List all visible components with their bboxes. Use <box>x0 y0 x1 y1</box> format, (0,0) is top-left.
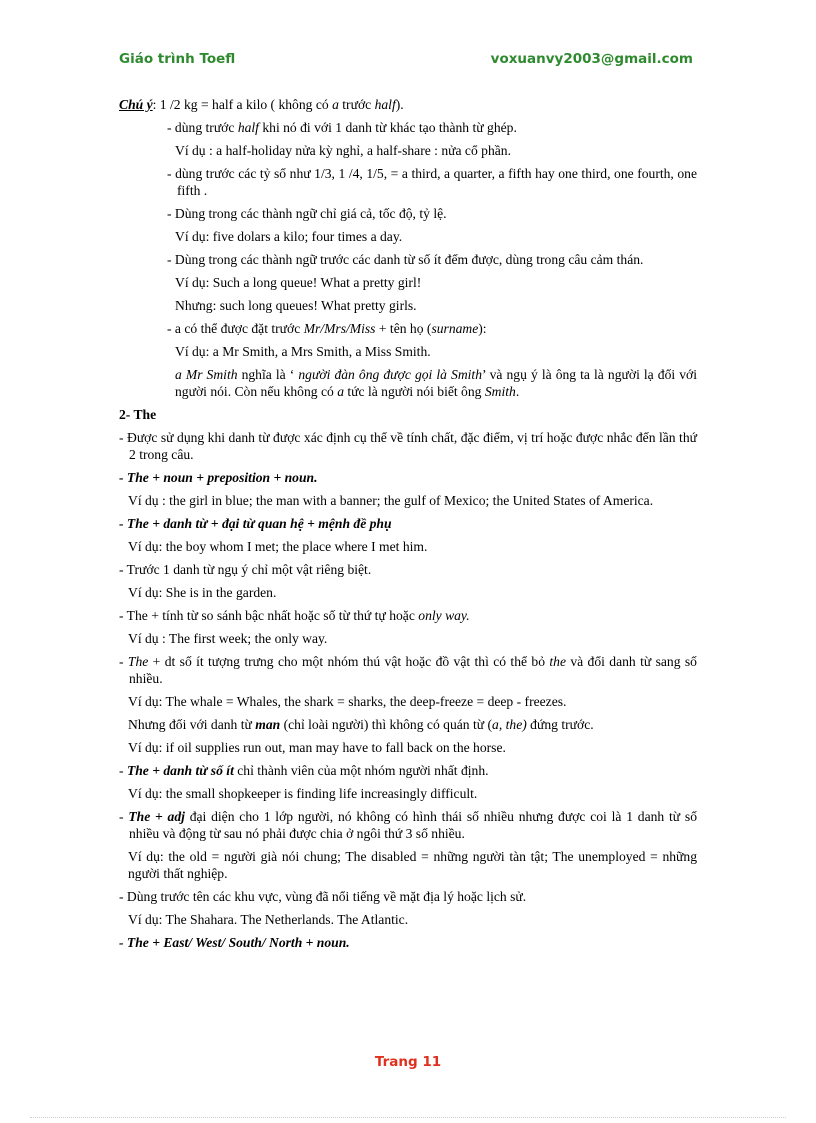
page-header <box>119 51 693 71</box>
rule-line: - The + noun + preposition + noun. <box>119 470 318 485</box>
example-line: Ví dụ: a Mr Smith, a Mrs Smith, a Miss Smith. <box>175 344 431 359</box>
example-line: Ví dụ: the small shopkeeper is finding life increasingly difficult. <box>128 786 478 801</box>
bullet-line: - Trước 1 danh từ ngụ ý chỉ một vật riêng biệt. <box>119 562 372 577</box>
example-line: Ví dụ: Such a long queue! What a pretty girl! <box>175 275 422 290</box>
rule-line: - The + East/ West/ South/ North + noun. <box>119 935 350 950</box>
bullet-line: - a có thể được đặt trước Mr/Mrs/Miss + tên họ (surname): <box>167 321 487 336</box>
example-line: Ví dụ: five dolars a kilo; four times a day. <box>175 229 403 244</box>
bottom-divider <box>30 1117 786 1118</box>
bullet-line: - Dùng trong các thành ngữ trước các danh từ số ít đếm được, dùng trong câu cảm thán. <box>167 252 644 267</box>
example-line: Nhưng: such long queues! What pretty girls. <box>175 298 417 313</box>
bullet-line: - The + danh từ số ít chỉ thành viên của một nhóm người nhất định. <box>119 763 489 778</box>
bullet-line: - Được sử dụng khi danh từ được xác định cụ thể về tính chất, đặc điểm, vị trí hoặc được nhắc đến lần thứ 2 trong câu. <box>119 430 697 462</box>
example-line: Ví dụ : the girl in blue; the man with a banner; the gulf of Mexico; the United States of America. <box>128 493 654 508</box>
example-line: Ví dụ : The first week; the only way. <box>128 631 328 646</box>
section-heading: 2- The <box>119 407 157 422</box>
bullet-line: - dùng trước half khi nó đi với 1 danh từ khác tạo thành từ ghép. <box>167 120 517 135</box>
bullet-line: - The + tính từ so sánh bậc nhất hoặc số từ thứ tự hoặc only way. <box>119 608 470 623</box>
example-line: Ví dụ: the boy whom I met; the place where I met him. <box>128 539 428 554</box>
page-number: Trang 11 <box>374 1054 442 1070</box>
example-line: Ví dụ: if oil supplies run out, man may have to fall back on the horse. <box>128 740 506 755</box>
bullet-line: - dùng trước các tỷ số như 1/3, 1 /4, 1/5, = a third, a quarter, a fifth hay one third, one fourth, one fifth . <box>167 166 697 198</box>
bullet-line: - The + dt số ít tượng trưng cho một nhóm thú vật hoặc đồ vật thì có thể bỏ the và đổi danh từ sang số nhiều. <box>119 654 697 686</box>
example-line: Ví dụ: The whale = Whales, the shark = sharks, the deep-freeze = deep - freezes. <box>128 694 567 709</box>
example-line: Ví dụ: She is in the garden. <box>128 585 277 600</box>
header-email: voxuanvy2003@gmail.com <box>490 51 693 67</box>
example-line: Ví dụ: the old = người già nói chung; The disabled = những người tàn tật; The unemployed = những người thất nghiệp. <box>128 849 697 881</box>
header-title: Giáo trình Toefl <box>119 51 236 67</box>
page-body <box>119 96 697 951</box>
note-line: Chú ý: 1 /2 kg = half a kilo ( không có a trước half). <box>119 97 404 112</box>
example-line: Nhưng đối với danh từ man (chỉ loài người) thì không có quán từ (a, the) đứng trước. <box>128 717 594 732</box>
example-line: Ví dụ: The Shahara. The Netherlands. The Atlantic. <box>128 912 409 927</box>
bullet-line: - The + adj đại diện cho 1 lớp người, nó không có hình thái số nhiều nhưng được coi là 1 danh từ số nhiều và động từ sau nó phải được chia ở ngôi thứ 3 số nhiều. <box>119 809 698 841</box>
explanation-line: a Mr Smith nghĩa là ‘ người đàn ông được gọi là Smith’ và ngụ ý là ông ta là người lạ đối với người nói. Còn nếu không có a tức là người nói biết ông Smith. <box>175 367 697 399</box>
bullet-line: - Dùng trước tên các khu vực, vùng đã nổi tiếng về mặt địa lý hoặc lịch sử. <box>119 889 527 904</box>
example-line: Ví dụ : a half-holiday nửa kỳ nghỉ, a half-share : nửa cổ phần. <box>175 143 511 158</box>
bullet-line: - Dùng trong các thành ngữ chỉ giá cả, tốc độ, tỷ lệ. <box>167 206 447 221</box>
rule-line: - The + danh từ + đại từ quan hệ + mệnh đề phụ <box>119 516 392 531</box>
